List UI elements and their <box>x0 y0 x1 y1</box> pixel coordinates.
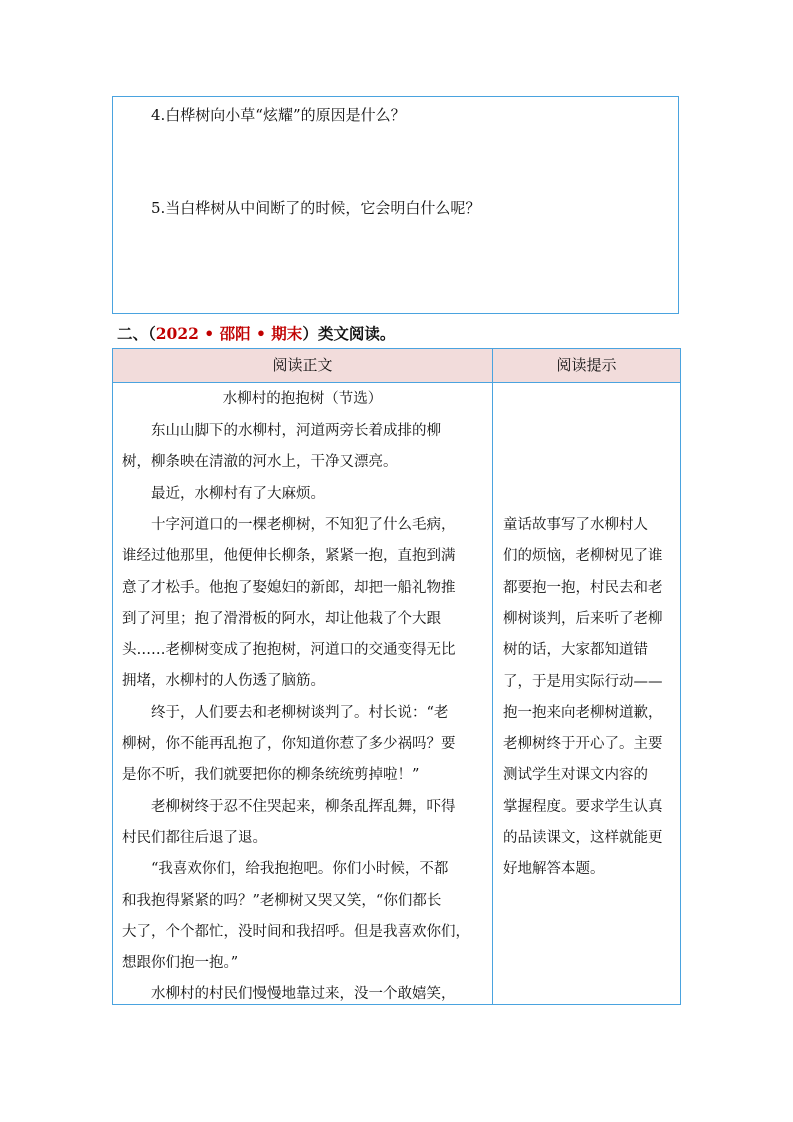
hint-line: 柳树谈判，后来听了老柳 <box>503 610 663 627</box>
hint-line: 童话故事写了水柳村人 <box>503 517 648 533</box>
passage-line: 终于，人们要去和老柳树谈判了。村长说：“老 <box>122 704 449 721</box>
passage-line: 和我抱得紧紧的吗？”老柳树又哭又笑，“你们都长 <box>122 892 442 909</box>
passage-line: 柳树，你不能再乱抱了，你知道你惹了多少祸吗？要 <box>122 736 456 752</box>
header-reading-hint: 阅读提示 <box>556 356 617 374</box>
passage-line: 村民们都往后退了退。 <box>122 829 267 846</box>
passage-line: 意了才松手。他抱了娶媳妇的新郎，却把一船礼物推 <box>122 579 456 596</box>
header-reading-text: 阅读正文 <box>272 356 333 374</box>
hint-line: 好地解答本题。 <box>503 861 605 878</box>
passage-title: 水柳村的抱抱树（节选） <box>222 391 383 407</box>
passage-line: 最近，水柳村有了大麻烦。 <box>122 485 325 502</box>
hint-line: 都要抱一抱，村民去和老 <box>503 579 663 596</box>
question-5: 5.当白桦树从中间断了的时候，它会明白什么呢？ <box>151 199 481 217</box>
section-heading <box>117 322 395 344</box>
answer-box <box>112 96 679 314</box>
passage-line: 头……老柳树变成了抱抱树，河道口的交通变得无比 <box>122 642 456 659</box>
passage-line: “我喜欢你们，给我抱抱吧。你们小时候，不都 <box>122 861 449 878</box>
hint-line: 抱一抱来向老柳树道歉， <box>503 704 663 721</box>
table-header <box>113 349 680 383</box>
hint-line: 测试学生对课文内容的 <box>503 767 648 784</box>
hint-line: 掌握程度。要求学生认真 <box>503 798 663 815</box>
hint-line: 老柳树终于开心了。主要 <box>503 736 663 753</box>
passage-line: 大了，个个都忙，没时间和我招呼。但是我喜欢你们， <box>122 923 470 940</box>
passage-line: 树，柳条映在清澈的河水上，干净又漂亮。 <box>122 454 398 471</box>
heading-suffix: ）类文阅读。 <box>302 324 396 343</box>
hint-line: 树的话，大家都知道错 <box>503 642 648 659</box>
hint-line: 了，于是用实际行动—— <box>503 673 663 690</box>
passage-line: 十字河道口的一棵老柳树，不知犯了什么毛病， <box>122 516 456 533</box>
passage-line: 想跟你们抱一抱。” <box>122 955 239 972</box>
passage-line: 到了河里；抱了滑滑板的阿水，却让他栽了个大跟 <box>122 610 441 627</box>
question-4: 4.白桦树向小草“炫耀”的原因是什么？ <box>151 106 406 124</box>
hint-line: 的品读课文，这样就能更 <box>503 830 663 846</box>
passage-line: 谁经过他那里，他便伸长柳条，紧紧一抱，直抱到满 <box>122 548 456 565</box>
reading-table <box>112 348 681 1005</box>
passage-line: 拥堵，水柳村的人伤透了脑筋。 <box>122 673 325 690</box>
passage-line: 东山山脚下的水柳村，河道两旁长着成排的柳 <box>122 423 441 439</box>
passage-line: 是你不听，我们就要把你的柳条统统剪掉啦！” <box>122 767 420 784</box>
column-divider <box>492 349 493 1004</box>
hint-line: 们的烦恼，老柳树见了谁 <box>503 548 663 565</box>
heading-prefix: 二、（ <box>117 324 156 343</box>
passage-line: 水柳村的村民们慢慢地靠过来，没一个敢嬉笑， <box>122 986 456 1003</box>
heading-source: 2022 • 邵阳 • 期末 <box>155 324 303 343</box>
passage-line: 老柳树终于忍不住哭起来，柳条乱挥乱舞，吓得 <box>122 798 456 815</box>
